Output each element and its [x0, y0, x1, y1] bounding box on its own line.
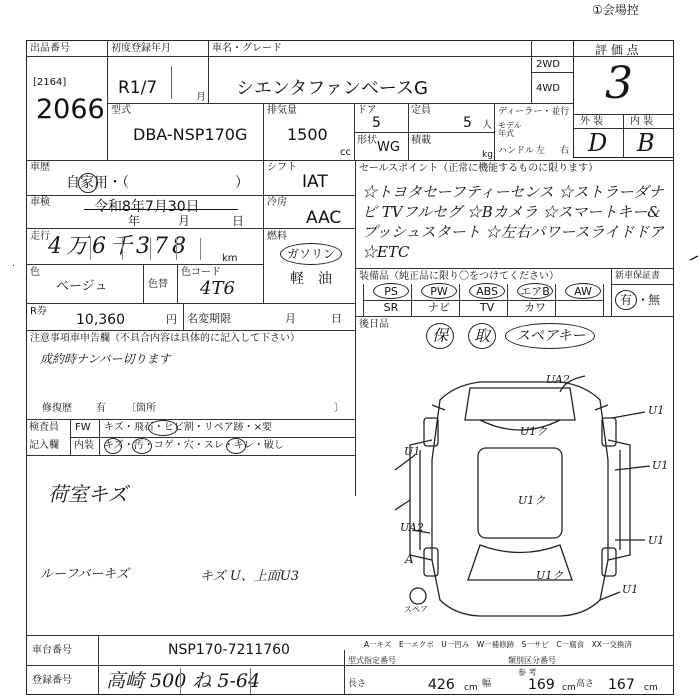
load-unit: kg	[482, 150, 493, 160]
ac-value: AAC	[306, 208, 342, 228]
post-sale-item-2: 取	[474, 326, 491, 345]
width-value: 169	[528, 677, 555, 693]
equipment-item: PW	[430, 285, 448, 298]
inspection-struck: 令和8年7月30日	[94, 199, 200, 215]
r-label: R券	[30, 306, 47, 317]
mark-u1-right-bottom: U1	[622, 583, 639, 596]
inspection-month: 月	[178, 214, 191, 228]
repair-yes: 有	[96, 403, 106, 414]
chassis-value: NSP170-7211760	[168, 642, 290, 658]
history-close: ）	[235, 175, 249, 191]
mark-ua2-left: UA2	[400, 521, 424, 534]
load-label: 積載	[411, 135, 431, 146]
body-label: 形状	[357, 135, 377, 146]
inspection-items-1: キズ・飛石・ヒビ割・リペア跡・×要	[104, 422, 272, 433]
mark-u1-right-top: U1	[648, 404, 665, 417]
mark-u1-rear: U1ク	[536, 569, 564, 582]
doors-label: ドア	[357, 105, 377, 116]
entry-label: 記入欄	[29, 440, 59, 451]
handle-label: ハンドル	[498, 146, 535, 156]
new-book-no: 無	[648, 293, 661, 307]
handwritten-note-2: ルーフバーキズ	[40, 567, 130, 582]
handle-right: 右	[560, 146, 570, 156]
mileage-value: 4万6千378	[48, 234, 190, 259]
mark-u1-right-low: U1	[648, 534, 665, 547]
r-unit: 円	[166, 313, 177, 326]
car-name-label: 車名・グレード	[212, 43, 282, 54]
equipment-item: カワ	[524, 301, 546, 314]
damage-legend: A一キズ E一エクボ U一凹み W一補修跡 S一サビ C一腐食 XX一交換済	[364, 640, 632, 649]
color-code-value: 4T6	[200, 278, 235, 299]
sales-points-text: ☆トヨタセーフティーセンス ☆ストラーダナビ TVフルセグ ☆Bカメラ ☆スマートキー&プッシュスタート ☆左右パワースライドドア ☆ETC	[362, 183, 664, 261]
repair-close: 〕	[334, 403, 344, 414]
ac-label: 冷房	[267, 197, 287, 208]
handwritten-note-3: キズ U、上面U3	[200, 569, 300, 584]
exterior-label: 外 装	[580, 116, 604, 127]
seats-value: 5	[463, 115, 472, 131]
drive-4wd: 4WD	[536, 83, 560, 94]
height-value: 167	[608, 677, 635, 693]
equipment-label: 装備品（純正品に限り〇をつけてください）	[359, 271, 559, 282]
chassis-label: 車台番号	[32, 645, 72, 656]
color-no-label: 色替	[148, 279, 168, 290]
lot-number: 2066	[36, 94, 105, 125]
mark-ua2: UA2	[546, 373, 570, 386]
model-year-label: モデル 年式	[498, 121, 522, 138]
new-book-label: 新車保証書	[615, 271, 661, 281]
grade-label: 評 価 点	[595, 43, 639, 57]
model-value: DBA-NSP170G	[133, 125, 248, 144]
history-label: 車歴	[30, 162, 50, 173]
exterior-value: D	[588, 129, 608, 157]
grade-value: 3	[605, 58, 633, 109]
equipment-item: AW	[574, 285, 592, 298]
mileage-label: 走行	[30, 231, 50, 242]
mark-u1-left: U1	[404, 445, 421, 458]
repair-spot: 〔箇所	[126, 403, 156, 414]
inspection-day: 日	[232, 214, 245, 228]
interior-label: 内 装	[630, 116, 654, 127]
ref-label: 参 考	[518, 668, 537, 677]
margin-dot: ·	[12, 261, 16, 272]
dealer-label: ディーラー・並行	[498, 107, 570, 117]
repair-label: 修復歴	[42, 403, 72, 414]
color-code-label: 色コード	[181, 267, 221, 278]
color-label: 色	[30, 267, 40, 278]
lot-label: 出品番号	[30, 43, 70, 54]
inspector-label: 検査員	[29, 422, 59, 433]
name-change-label: 名変期限	[187, 312, 231, 325]
handle-left: 左	[536, 146, 546, 156]
displacement-unit: cc	[340, 147, 351, 158]
inspection-year: 年	[128, 214, 141, 228]
post-sale-item-1: 保	[432, 326, 449, 345]
first-reg-value: R1/7	[118, 78, 158, 98]
name-change-month: 月	[285, 312, 296, 325]
history-value: 自家用・（	[66, 175, 129, 191]
fuel-label: 燃料	[267, 231, 287, 242]
length-value: 426	[428, 677, 455, 693]
seats-label: 定員	[411, 105, 431, 116]
plate-value: 高崎 500 ね 5-64	[106, 670, 261, 692]
color-value: ベージュ	[56, 279, 108, 294]
mark-u1-right-mid: U1	[652, 459, 669, 472]
height-unit: cm	[644, 683, 658, 693]
doors-value: 5	[372, 115, 381, 131]
lot-sub: [2164]	[33, 77, 67, 88]
plate-label: 登録番号	[32, 675, 72, 686]
new-book-yes: 有	[620, 293, 633, 307]
corner-text: ①会場控	[592, 3, 639, 17]
equipment-item: TV	[479, 301, 495, 314]
post-sale-label: 後日品	[359, 319, 389, 330]
equipment-item: エアB	[520, 285, 550, 298]
mark-u1-hood: U1ク	[520, 425, 548, 438]
notes-line-1: 成約時ナンバー切ります	[40, 352, 171, 366]
height-label: 高さ	[576, 679, 595, 689]
model-label: 型式	[111, 105, 131, 116]
sales-points-label: セールスポイント（正常に機能するものに限ります）	[359, 163, 599, 174]
width-unit: cm	[562, 683, 576, 693]
first-reg-label: 初度登録年月	[111, 43, 171, 54]
name-change-day: 日	[331, 312, 342, 325]
post-sale-item-3: スペアキー	[516, 328, 586, 344]
displacement-value: 1500	[287, 125, 328, 144]
mileage-unit: km	[222, 253, 238, 264]
first-reg-month: 月	[196, 92, 206, 103]
length-unit: cm	[464, 683, 478, 693]
displacement-label: 排気量	[267, 105, 297, 116]
shift-value: IAT	[302, 172, 328, 192]
mark-a: A	[405, 552, 414, 566]
interior-value: B	[637, 129, 655, 157]
inspection-items-2: キズ・汚・コゲ・穴・スレ・キレ・破し	[104, 440, 284, 451]
fw-label: FW	[75, 422, 91, 433]
seats-unit: 人	[482, 120, 492, 131]
r-value: 10,360	[76, 312, 125, 328]
fuel-gas: ガソリン	[287, 247, 336, 261]
equipment-item: SR	[383, 301, 399, 314]
equipment-item: ナビ	[428, 301, 450, 314]
mark-spare: スペア	[404, 605, 428, 614]
width-label: 幅	[482, 679, 492, 689]
notes-label: 注意事項車申告欄（不具合内容は具体的に記入して下さい）	[30, 333, 300, 344]
fuel-diesel: 軽 油	[290, 271, 332, 287]
shift-label: シフト	[267, 162, 297, 173]
model-no-label: 型式指定番号	[348, 656, 396, 665]
equipment-item: ABS	[476, 285, 498, 298]
inspection-label: 車検	[30, 197, 50, 208]
car-name-value: シエンタファンベースG	[236, 78, 428, 99]
drive-2wd: 2WD	[536, 59, 560, 70]
length-label: 長さ	[348, 679, 367, 689]
handwritten-note-1: 荷室キズ	[48, 482, 128, 506]
mark-u1-roof: U1ク	[518, 494, 546, 507]
new-book-sep: ・	[637, 293, 650, 307]
class-no-label: 類別区分番号	[508, 656, 556, 665]
body-value: WG	[377, 140, 400, 155]
interior-tag: 内装	[74, 440, 94, 451]
equipment-item: PS	[384, 285, 398, 298]
